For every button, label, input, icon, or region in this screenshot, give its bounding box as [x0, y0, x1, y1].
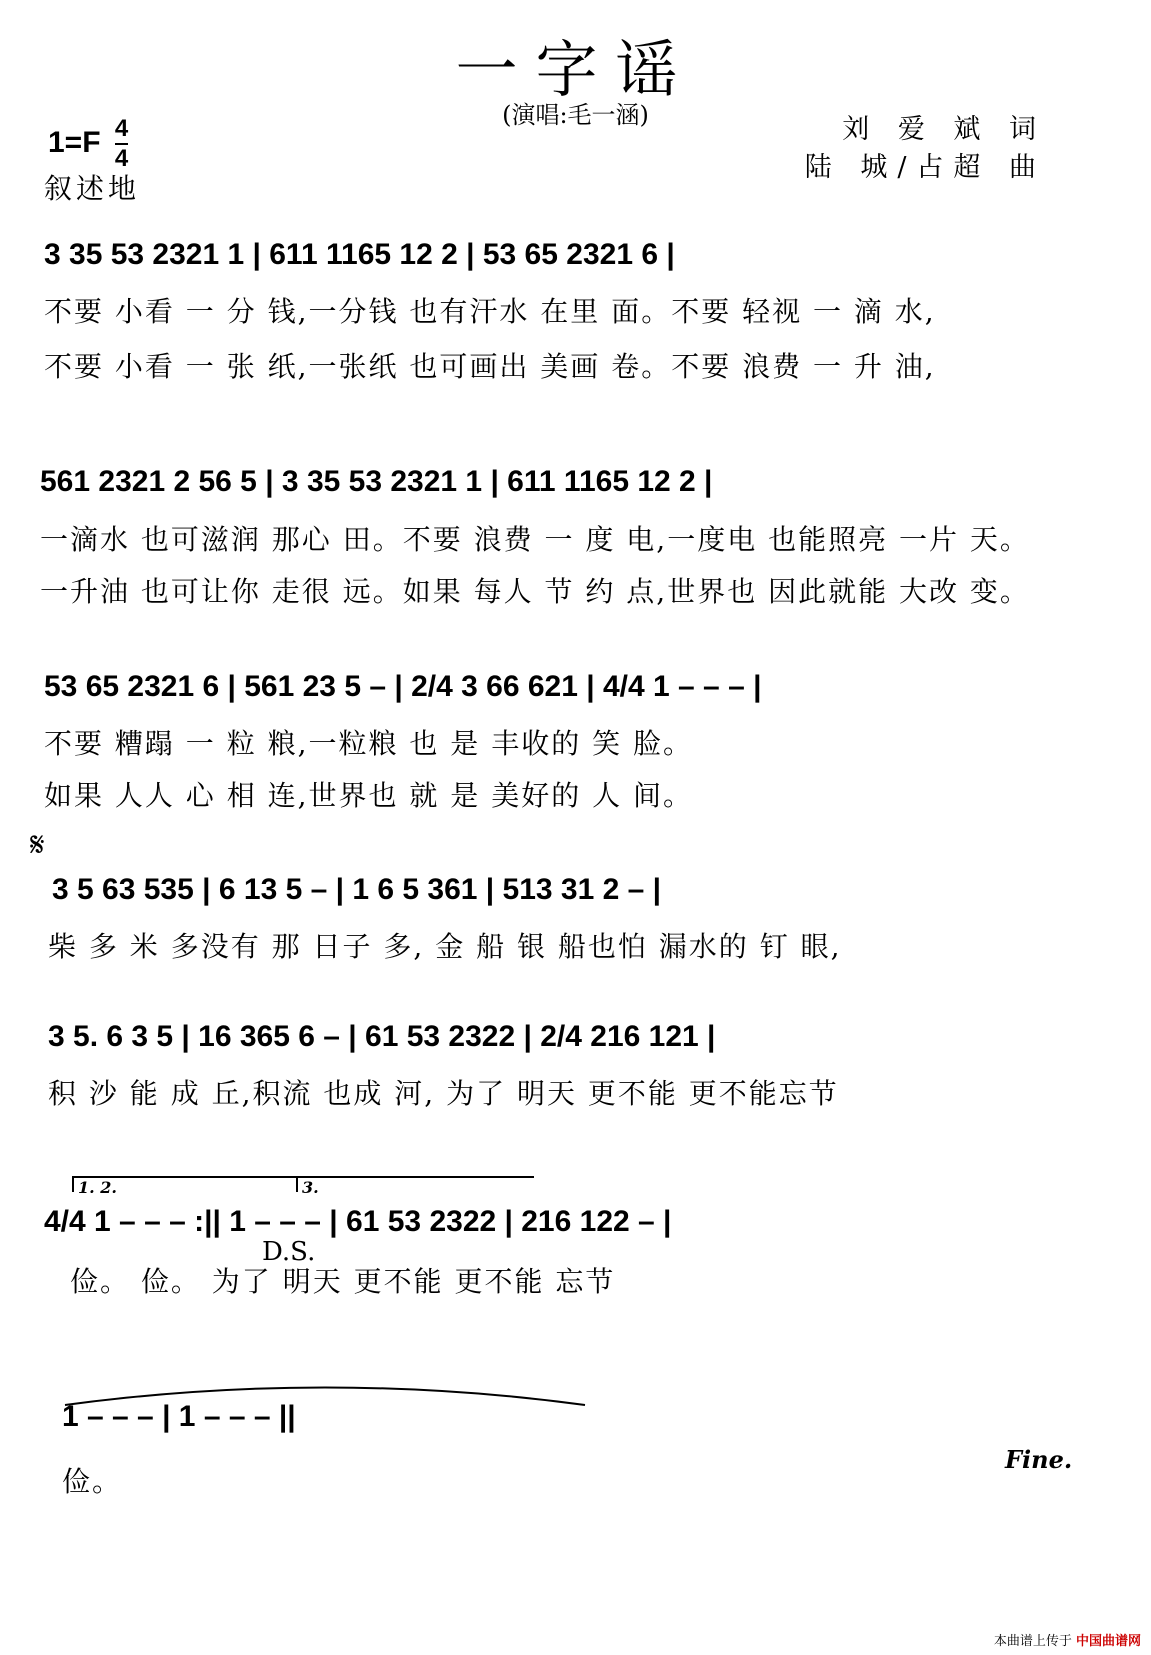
system-1-lyrics-verse2: 不要 小看 一 张 纸,一张纸 也可画出 美画 卷。不要 浪费 一 升 油, [44, 350, 936, 383]
volta-1-hook [72, 1176, 74, 1192]
volta-2-label: 3. [302, 1178, 319, 1197]
site-logo[interactable]: 中国曲谱网 [1075, 1634, 1141, 1649]
system-6-notes: 4/4 1 – – – :|| 1 – – – | 61 53 2322 | 216 122 – | [44, 1205, 672, 1238]
system-2-lyrics-verse1: 一滴水 也可滋润 那心 田。不要 浪费 一 度 电,一度电 也能照亮 一片 天。 [40, 523, 1030, 556]
system-1-notes: 3 35 53 2321 1 | 611 1165 12 2 | 53 65 2321 6 | [44, 238, 675, 271]
system-4-lyrics: 柴 多 米 多没有 那 日子 多, 金 船 银 船也怕 漏水的 钉 眼, [48, 930, 842, 963]
time-signature: $\frac{4}{4}$ [114, 115, 129, 172]
system-5-lyrics: 积 沙 能 成 丘,积流 也成 河, 为了 明天 更不能 更不能忘节 [48, 1077, 839, 1110]
tempo-marking: 叙述地 [44, 172, 141, 205]
volta-2-hook [296, 1176, 298, 1192]
system-2-lyrics-verse2: 一升油 也可让你 走很 远。如果 每人 节 约 点,世界也 因此就能 大改 变。 [40, 575, 1030, 608]
song-title: 一字谣 [455, 33, 696, 106]
composer-credit: 陆 城/占超 曲 [804, 152, 1046, 183]
system-1-lyrics-verse1: 不要 小看 一 分 钱,一分钱 也有汗水 在里 面。不要 轻视 一 滴 水, [44, 295, 936, 328]
lyricist-credit: 刘 爱 斌 词 [842, 114, 1046, 145]
system-6-lyrics: 俭。 俭。 为了 明天 更不能 更不能 忘节 [70, 1265, 616, 1298]
system-3-notes: 53 65 2321 6 | 561 23 5 – | 2/4 3 66 621 | 4/4 1 – – – | [44, 670, 762, 703]
tie-arc [60, 1380, 590, 1410]
system-7-lyrics: 俭。 [62, 1465, 123, 1498]
singer-credit: (演唱:毛一涵) [502, 101, 649, 129]
volta-2-bracket [296, 1176, 534, 1178]
system-5-notes: 3 5. 6 3 5 | 16 365 6 – | 61 53 2322 | 2/4 216 121 | [48, 1020, 716, 1053]
volta-1-label: 1. 2. [78, 1178, 117, 1197]
upload-footer: 本曲谱上传于 中国曲谱网 [993, 1634, 1141, 1649]
system-3-lyrics-verse1: 不要 糟蹋 一 粒 粮,一粒粮 也 是 丰收的 笑 脸。 [44, 727, 694, 760]
fine-marking: Fine. [1005, 1445, 1073, 1474]
key-label: 1=F [48, 125, 101, 159]
segno-sign: 𝄋 [30, 825, 45, 865]
dal-segno-marking: D.S. [262, 1237, 316, 1267]
system-7-notes: 1 – – – | 1 – – – || [62, 1400, 296, 1433]
system-3-lyrics-verse2: 如果 人人 心 相 连,世界也 就 是 美好的 人 间。 [44, 779, 694, 812]
key-signature [48, 115, 128, 173]
system-2-notes: 561 2321 2 56 5 | 3 35 53 2321 1 | 611 1165 12 2 | [40, 465, 713, 498]
system-4-notes: 3 5 63 535 | 6 13 5 – | 1 6 5 361 | 513 31 2 – | [52, 873, 662, 906]
